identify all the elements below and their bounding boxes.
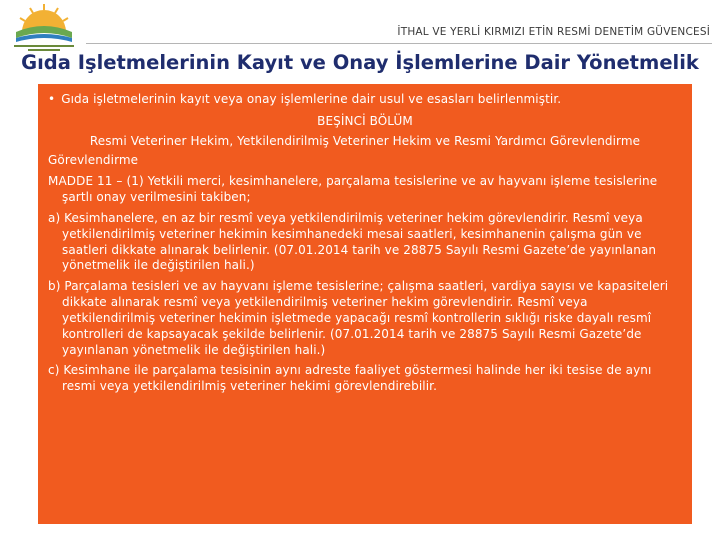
summary-bullet [48, 92, 682, 108]
bullet-icon: • [48, 92, 56, 106]
header-divider [86, 43, 712, 44]
page-title: Gıda Işletmelerinin Kayıt ve Onay İşlemlerine Dair Yönetmelik [21, 51, 699, 74]
heading-text: Görevlendirme [48, 153, 139, 168]
summary-text: Gıda işletmelerinin kayıt veya onay işlemlerine dair usul ve esasları belirlenmiştir. [61, 92, 562, 106]
item-c-text: c) Kesimhane ile parçalama tesisinin aynı adreste faaliyet göstermesi halinde her iki tesise de aynı resmi veya yetkilendirilmiş veteriner hekimi görevlendirebilir. [48, 363, 652, 394]
content-panel [38, 84, 692, 524]
section-title: BEŞİNCİ BÖLÜM [317, 113, 413, 128]
header-title: İTHAL VE YERLİ KIRMIZI ETİN RESMİ DENETİM GÜVENCESİ [397, 26, 710, 38]
article-text: MADDE 11 – (1) Yetkili merci, kesimhanelere, parçalama tesislerine ve av hayvanı işleme tesislerine şartlı onay verilmesini takiben; [48, 174, 658, 205]
item-b-text: b) Parçalama tesisleri ve av hayvanı işleme tesislerine; çalışma saatleri, vardiya sayısı ve kapasiteleri dikkate alınarak resmî veya yetkilendirilmiş veteriner hekim görevlendirir. Resmî veya yetkilendirilmiş veteriner hekimin işletmede yapacağı resmî kontrollerin sıklığı riske dayalı resmî kontrolleri de kapsayacak şekilde belirlenir. (07.01.2014 tarih ve 28875 Sayılı Resmi Gazete’de yayınlanan yönetmelik ile değiştirilen hali.) [48, 279, 669, 357]
item-a-text: a) Kesimhanelere, en az bir resmî veya yetkilendirilmiş veteriner hekim görevlendirir. Resmî veya yetkilendirilmiş veteriner hekimin kesimhanedeki mesai saatleri, kesimhanenin çalışma gün ve saatleri dikkate alınarak belirlenir. (07.01.2014 tarih ve 28875 Sayılı Resmi Gazete’de yayınlanan yönetmelik ile değiştirilen hali.) [48, 210, 657, 273]
ministry-logo [8, 2, 80, 54]
section-subtitle: Resmi Veteriner Hekim, Yetkilendirilmiş Veteriner Hekim ve Resmi Yardımcı Görevlendirme [89, 133, 641, 148]
